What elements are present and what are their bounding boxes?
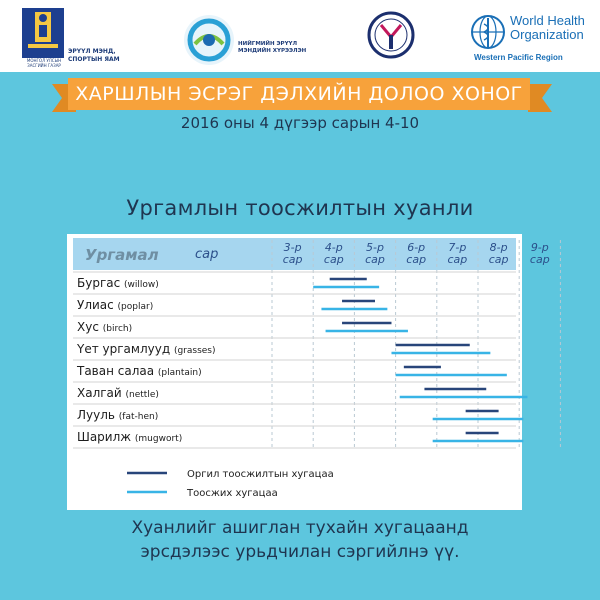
ministry-name: ЭРҮҮЛ МЭНД, СПОРТЫН ЯАМ: [68, 48, 120, 63]
plant-name: Хус (birch): [77, 320, 133, 334]
mongolia-government-emblem-icon: [22, 8, 64, 58]
plant-name: Шарилж (mugwort): [77, 430, 183, 444]
month-header-word: сар: [406, 253, 427, 266]
month-header-number: 8-р: [489, 241, 508, 254]
plant-name: Бургас (willow): [77, 276, 159, 290]
who-region: Western Pacific Region: [474, 53, 563, 62]
month-header-word: сар: [488, 253, 509, 266]
section-title: Ургамлын тоосжилтын хуанли: [126, 196, 474, 220]
month-header-number: 6-р: [407, 241, 426, 254]
header-bar: [0, 0, 600, 72]
banner-title: ХАРШЛЫН ЭСРЭГ ДЭЛХИЙН ДОЛОО ХОНОГ: [68, 78, 530, 110]
legend-peak-label: Оргил тоосжилтын хугацаа: [187, 469, 334, 480]
month-header-word: сар: [529, 253, 550, 266]
public-health-center-name: НИЙГМИЙН ЭРҮҮЛ МЭНДИЙН ХҮРЭЭЛЭН: [238, 41, 307, 54]
plant-name: Үет ургамлууд (grasses): [77, 342, 216, 356]
month-header-number: 5-р: [366, 241, 384, 254]
plant-name: Улиас (poplar): [77, 298, 154, 312]
legend-season-label: Тоосжих хугацаа: [187, 488, 278, 499]
plant-name: Таван салаа (plantain): [77, 364, 202, 378]
banner-dates: 2016 оны 4 дүгээр сарын 4-10: [180, 114, 420, 132]
emblem-caption: МОНГОЛ УЛСЫН ЗАСГИЙН ГАЗАР: [26, 58, 62, 68]
pollen-calendar: [67, 234, 550, 510]
header-plant-label: Ургамал: [85, 246, 159, 264]
public-health-center-logo-icon: [183, 14, 235, 66]
month-header-word: сар: [447, 253, 468, 266]
month-header-number: 7-р: [448, 241, 467, 254]
who-name: World Health Organization: [510, 13, 585, 42]
who-emblem-icon: [470, 14, 506, 50]
allergy-society-logo-icon: [367, 11, 415, 59]
month-header-word: сар: [282, 253, 303, 266]
header-month-label: сар: [195, 247, 219, 262]
month-header-word: сар: [323, 253, 344, 266]
month-header-number: 3-р: [283, 241, 302, 254]
footer-line-1: Хуанлийг ашиглан тухайн хугацаанд: [131, 518, 469, 538]
month-header-number: 9-р: [530, 241, 549, 254]
month-header-word: сар: [365, 253, 385, 266]
month-header-number: 4-р: [324, 241, 343, 254]
plant-name: Лууль (fat-hen): [77, 408, 159, 422]
plant-name: Халгай (nettle): [77, 386, 159, 400]
footer-line-2: эрсдэлээс урьдчилан сэргийлнэ үү.: [140, 542, 460, 562]
pollen-calendar-chart: [67, 234, 550, 510]
